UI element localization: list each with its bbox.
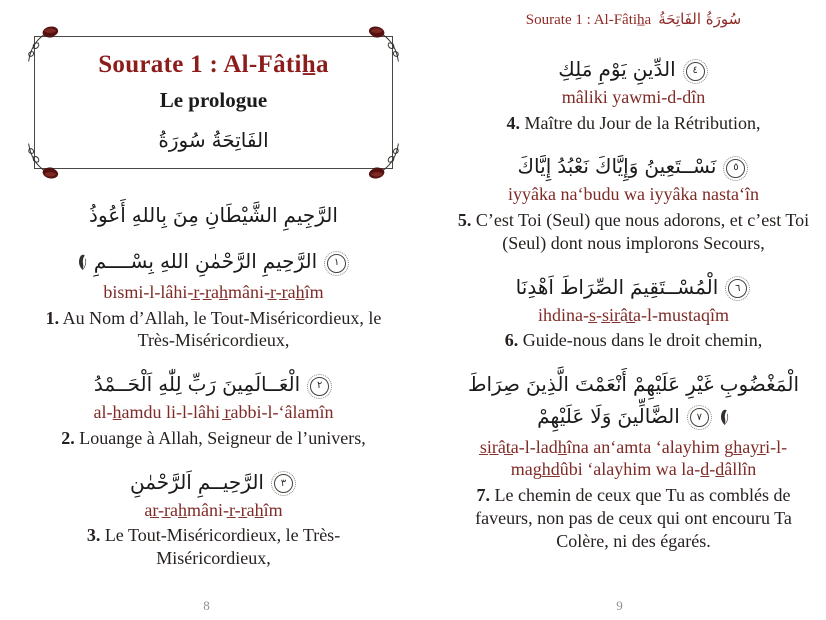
- verse-translation: [457, 209, 810, 255]
- arabic-word: عَلَيْهِمْ: [537, 403, 585, 428]
- arabic-word: سُورَةُ: [158, 128, 206, 152]
- verse-number: 5.: [457, 209, 472, 230]
- ayah-number-marker: ٦: [728, 279, 747, 298]
- arabic-word: نَعْبُدُ: [557, 154, 589, 179]
- arabic-word: الرَّحِيــمِ: [197, 469, 264, 494]
- verse-translation-text: C’est Toi (Seul) que nous adorons, et c’est Toi (Seul) dont nous implorons Secours,: [471, 209, 810, 253]
- verse-translation: [34, 524, 393, 570]
- verses-list: [34, 245, 393, 570]
- running-header-arabic: سُورَةُ الفَاتِحَةُ: [658, 10, 742, 28]
- ayah-ornament-icon: [76, 248, 89, 280]
- arabic-word: الرَّجِيمِ: [283, 203, 338, 227]
- right-page: [413, 0, 826, 620]
- arabic-word: الفَاتِحَةُ: [211, 128, 269, 152]
- verse-translation-text: Louange à Allah, Seigneur de l’univers,: [74, 427, 366, 448]
- verse-translation-text: Le Tout-Miséricordieux, le Très-Miséricordieux,: [100, 525, 341, 568]
- ayah-number-marker: ٤: [686, 62, 705, 81]
- verse-block: [457, 150, 810, 254]
- verse-number: 2.: [61, 427, 75, 448]
- arabic-word: اَلرَّحْمٰنِ: [130, 469, 192, 494]
- verse-transliteration: s̲ir̲ât̲a-l-ladh̲îna an‘amta ‘alayhim gh̲ayr̲i-l-magh̲d̲ûbi ‘alayhim wa la-d̲-d̲âllîn: [479, 436, 788, 480]
- page-number: 8: [203, 598, 210, 613]
- arabic-word: الرَّحْمٰنِ: [194, 249, 257, 273]
- verse-block: [457, 53, 810, 134]
- verse-translation-text: Le chemin de ceux que Tu as comblés de faveurs, non pas de ceux qui ont encouru Ta Colère, ni des égarés.: [475, 484, 792, 551]
- running-header-title: Sourate 1 : Al-Fâtih̲a: [525, 12, 652, 28]
- arabic-word: رَبِّ: [187, 372, 217, 397]
- verse-translation: [457, 329, 810, 352]
- arabic-word: الْمُسْــتَقِيمَ: [630, 274, 719, 299]
- sura-title-arabic: [41, 124, 386, 156]
- sura-title: Sourate 1 : Al-Fâtih̲a: [98, 51, 329, 78]
- verse-arabic-line: [34, 368, 393, 400]
- arabic-word: يَوْمِ: [598, 57, 627, 81]
- page-number: 9: [616, 598, 623, 613]
- ayah-number-marker: ٧: [690, 408, 709, 427]
- verse-translation: [34, 427, 393, 450]
- arabic-word: غَيْرِ: [686, 371, 714, 396]
- arabic-word: الشَّيْطَانِ: [204, 203, 278, 227]
- verse-number: 4.: [506, 112, 521, 133]
- arabic-word: الْعَــالَمِينَ: [222, 372, 301, 397]
- verse-arabic-line: [457, 368, 810, 435]
- verse-arabic-line: [34, 466, 393, 498]
- verse-transliteration: iyyâka na‘budu wa iyyâka nasta‘în: [508, 184, 759, 205]
- verse-transliteration: al-h̲amdu li-l-lâhi r̲abbi-l-‘âlamîn: [93, 402, 334, 423]
- arabic-word: اَلْحَــمْدُ: [93, 372, 153, 397]
- verse-translation-text: Au Nom d’Allah, le Tout-Miséricordieux, le Très-Miséricordieux,: [59, 307, 382, 351]
- running-header: [457, 10, 810, 29]
- arabic-word: الْمَغْضُوبِ: [719, 371, 800, 396]
- verse-translation: [457, 112, 810, 135]
- arabic-word: عَلَيْهِمْ: [632, 371, 681, 396]
- ayah-number-marker: ٥: [726, 159, 745, 178]
- verse-number: 7.: [476, 484, 491, 505]
- sura-subtitle: Le prologue: [159, 88, 268, 112]
- verse-number: 3.: [86, 525, 101, 546]
- sura-title-box: [34, 36, 393, 169]
- verse-translation-text: Guide-nous dans le droit chemin,: [518, 330, 763, 351]
- verse-number: 1.: [45, 307, 60, 328]
- arabic-word: بِسْــــمِ: [93, 249, 154, 273]
- arabic-word: الدِّينِ: [632, 57, 676, 81]
- arabic-word: لِلّٰهِ: [158, 372, 182, 397]
- arabic-word: اَهْدِنَا: [515, 274, 554, 299]
- ayah-ornament-icon: [718, 403, 731, 435]
- verse-block: [457, 271, 810, 352]
- ayah-number-marker: ٢: [310, 377, 329, 396]
- verse-number: 6.: [504, 330, 519, 351]
- verse-block: [34, 245, 393, 352]
- verse-arabic-line: [34, 245, 393, 280]
- arabic-word: الصِّرَاطَ: [559, 274, 625, 299]
- arabic-word: بِاللهِ: [131, 203, 167, 227]
- verse-transliteration: mâliki yawmi-d-dîn: [561, 87, 706, 107]
- ayah-number-marker: ٣: [274, 474, 293, 493]
- verse-block: [34, 368, 393, 449]
- verse-transliteration: ihdina-s̲-s̲ir̲ât̲a-l-mustaqîm: [538, 304, 729, 325]
- arabic-word: نَسْــتَعِينُ: [644, 154, 717, 179]
- verse-translation-text: Maître du Jour de la Rétribution,: [520, 112, 761, 133]
- verse-transliteration: bismi-l-lâhi-r̲-r̲ah̲mâni-r̲-r̲ah̲îm: [103, 282, 324, 302]
- arabic-word: إِيَّاكَ: [517, 154, 552, 179]
- arabic-word: مَلِكِ: [558, 57, 593, 81]
- arabic-word: أَعُوذُ: [89, 203, 126, 227]
- arabic-word: صِرَاطَ: [467, 371, 521, 396]
- arabic-word: وَإِيَّاكَ: [595, 154, 639, 179]
- verse-arabic-line: [457, 150, 810, 182]
- ayah-number-marker: ١: [327, 254, 346, 273]
- verse-block: [34, 466, 393, 570]
- arabic-word: الرَّحِيمِ: [262, 249, 318, 273]
- verse-block: [457, 368, 810, 553]
- verses-list: [457, 53, 810, 553]
- istiadha-line: [34, 199, 393, 231]
- verse-arabic-line: [457, 53, 810, 85]
- verse-translation: [457, 484, 810, 553]
- verse-arabic-line: [457, 271, 810, 303]
- arabic-word: الضَّالِّينَ: [617, 403, 680, 428]
- verse-translation: [34, 307, 393, 353]
- arabic-word: وَلَا: [590, 403, 612, 428]
- arabic-word: الَّذِينَ: [526, 371, 569, 396]
- arabic-word: أَنْعَمْتَ: [575, 371, 627, 396]
- arabic-word: اللهِ: [159, 249, 189, 273]
- arabic-word: مِنَ: [172, 203, 199, 227]
- verse-transliteration: ar̲-r̲ah̲mâni-r̲-r̲ah̲îm: [144, 499, 283, 520]
